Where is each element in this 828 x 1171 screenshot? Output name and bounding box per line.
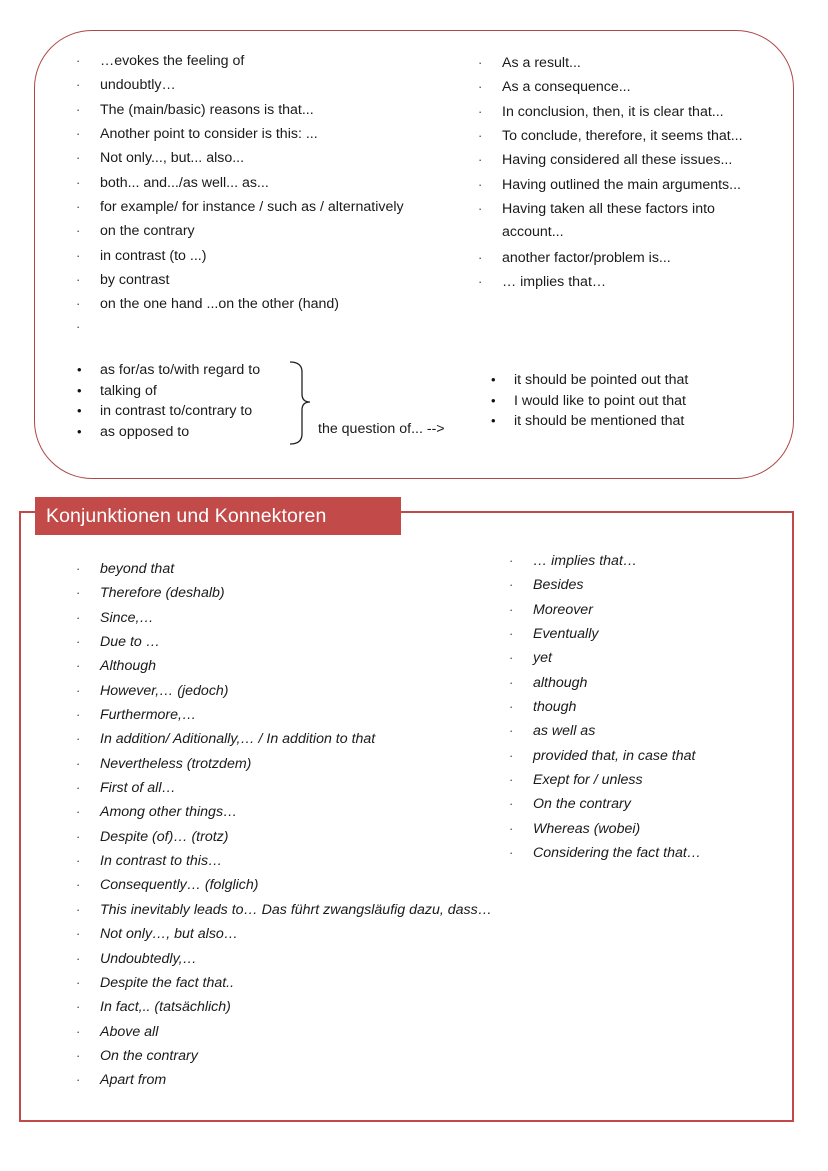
connector-item: · Above all [100, 1020, 492, 1044]
connector-item: · yet [533, 646, 701, 670]
connector-item: · Therefore (deshalb) [100, 581, 492, 605]
connectors-right-list [533, 549, 701, 865]
connector-item: · … implies that… [533, 549, 701, 573]
connector-item: · On the contrary [533, 792, 701, 816]
pointer-phrase-list [514, 370, 688, 432]
phrase-item: · undoubtly… [100, 73, 404, 97]
connector-item: · Besides [533, 573, 701, 597]
connector-item: · In fact,.. (tatsächlich) [100, 995, 492, 1019]
phrase-item: · As a result... [502, 51, 743, 75]
phrase-item: · To conclude, therefore, it seems that... [502, 124, 743, 148]
pointer-phrase-item: • it should be pointed out that [514, 370, 688, 391]
connector-item: · though [533, 695, 701, 719]
phrase-item: · Having considered all these issues... [502, 148, 743, 172]
connector-item: · as well as [533, 719, 701, 743]
connector-item: · Since,… [100, 606, 492, 630]
connector-item: · Furthermore,… [100, 703, 492, 727]
phrase-item: · for example/ for instance / such as / alternatively [100, 195, 404, 219]
connector-item: · Whereas (wobei) [533, 817, 701, 841]
bracket-phrase-item: • as opposed to [100, 422, 260, 443]
phrase-item: · … implies that… [502, 270, 743, 294]
bracket-label: the question of... --> [318, 421, 445, 437]
connector-item: · provided that, in case that [533, 744, 701, 768]
connector-item: · Consequently… (folglich) [100, 873, 492, 897]
connector-item: · Among other things… [100, 800, 492, 824]
connector-item: · Eventually [533, 622, 701, 646]
phrase-item: · The (main/basic) reasons is that... [100, 98, 404, 122]
connector-item: · Despite the fact that.. [100, 971, 492, 995]
phrase-item: · Not only..., but... also... [100, 146, 404, 170]
connector-item: · Nevertheless (trotzdem) [100, 752, 492, 776]
bracket-phrase-item: • as for/as to/with regard to [100, 360, 260, 381]
connector-item: · Despite (of)… (trotz) [100, 825, 492, 849]
phrases-right-wrap: account... [502, 224, 564, 240]
connector-item: · On the contrary [100, 1044, 492, 1068]
phrase-item: · in contrast (to ...) [100, 244, 404, 268]
connector-item: · Apart from [100, 1068, 492, 1092]
phrase-item: · both... and.../as well... as... [100, 171, 404, 195]
connector-item: · Moreover [533, 598, 701, 622]
phrase-item: · …evokes the feeling of [100, 49, 404, 73]
connector-item: · Due to … [100, 630, 492, 654]
bracket-phrase-item: • talking of [100, 381, 260, 402]
section-heading: Konjunktionen und Konnektoren [35, 497, 401, 535]
phrase-item: · by contrast [100, 268, 404, 292]
connectors-left-list [100, 557, 492, 1093]
bracket-phrase-list [100, 360, 260, 442]
connector-item: · However,… (jedoch) [100, 679, 492, 703]
phrase-item: · Having outlined the main arguments... [502, 173, 743, 197]
bracket-phrase-item: • in contrast to/contrary to [100, 401, 260, 422]
connector-item: · Not only…, but also… [100, 922, 492, 946]
phrase-item: · Having taken all these factors into [502, 197, 743, 221]
phrase-item: · on the one hand ...on the other (hand) [100, 292, 404, 316]
connector-item: · Considering the fact that… [533, 841, 701, 865]
phrase-item: · In conclusion, then, it is clear that... [502, 100, 743, 124]
connector-item: · In contrast to this… [100, 849, 492, 873]
connector-item: · beyond that [100, 557, 492, 581]
connector-item: · First of all… [100, 776, 492, 800]
connector-item: · This inevitably leads to… Das führt zwangsläufig dazu, dass… [100, 898, 492, 922]
connector-item: · Although [100, 654, 492, 678]
empty-bullet: · [76, 319, 81, 334]
curly-brace-icon [288, 358, 318, 448]
connector-item: · In addition/ Aditionally,… / In addition to that [100, 727, 492, 751]
connector-item: · although [533, 671, 701, 695]
phrase-item: · on the contrary [100, 219, 404, 243]
phrase-item: · another factor/problem is... [502, 246, 743, 270]
phrase-item: · As a consequence... [502, 75, 743, 99]
connector-item: · Exept for / unless [533, 768, 701, 792]
connector-item: · Undoubtedly,… [100, 947, 492, 971]
pointer-phrase-item: • it should be mentioned that [514, 411, 688, 432]
pointer-phrase-item: • I would like to point out that [514, 391, 688, 412]
phrases-left-list [100, 49, 404, 317]
phrase-item: · Another point to consider is this: ... [100, 122, 404, 146]
